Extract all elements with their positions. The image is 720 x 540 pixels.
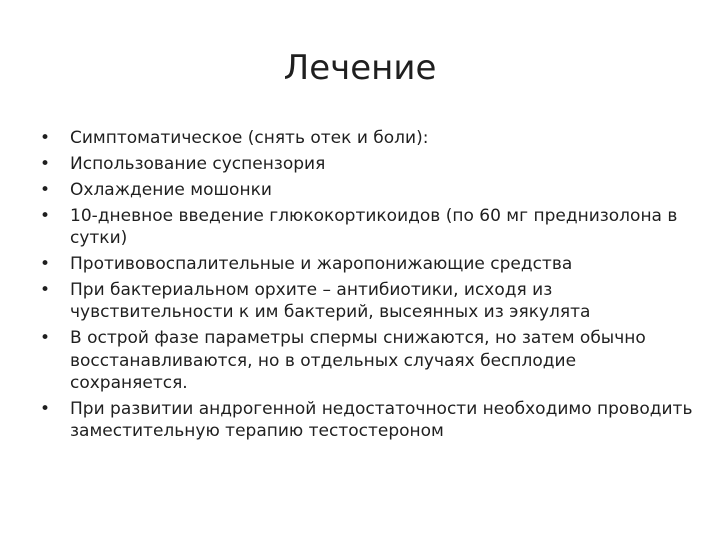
bullet-item (38, 205, 698, 250)
bullet-text: Симптоматическое (снять отек и боли): (70, 128, 429, 148)
bullet-dot-icon: • (40, 205, 51, 226)
bullet-text: Противовоспалительные и жаропонижающие средства (70, 254, 573, 275)
bullet-text: В острой фазе параметры спермы снижаются, но затем обычно восстанавливаются, но в отдельных случаях бесплодие сохраняется. (70, 328, 646, 394)
bullet-list (38, 127, 698, 446)
bullet-dot-icon: • (40, 398, 51, 419)
bullet-item (38, 327, 698, 394)
bullet-dot-icon: • (40, 328, 51, 349)
bullet-item (38, 127, 698, 149)
bullet-dot-icon: • (40, 254, 51, 275)
bullet-item (38, 398, 698, 443)
bullet-dot-icon: • (40, 128, 51, 148)
bullet-dot-icon: • (40, 153, 51, 174)
bullet-text: Использование суспензория (70, 153, 326, 174)
bullet-text: При бактериальном орхите – антибиотики, исходя из чувствительности к им бактерий, высеянных из эякулята (70, 279, 591, 323)
bullet-item (38, 253, 698, 275)
bullet-dot-icon: • (40, 279, 51, 300)
bullet-item (38, 153, 698, 175)
bullet-text: Охлаждение мошонки (70, 179, 272, 200)
bullet-text: 10-дневное введение глюкокортикоидов (по 60 мг преднизолона в сутки) (70, 205, 678, 249)
slide-title: Лечение (283, 48, 437, 88)
bullet-text: При развитии андрогенной недостаточности необходимо проводить заместительную терапию тестостероном (70, 398, 693, 442)
bullet-item (38, 179, 698, 201)
bullet-dot-icon: • (40, 179, 51, 200)
bullet-item (38, 279, 698, 324)
